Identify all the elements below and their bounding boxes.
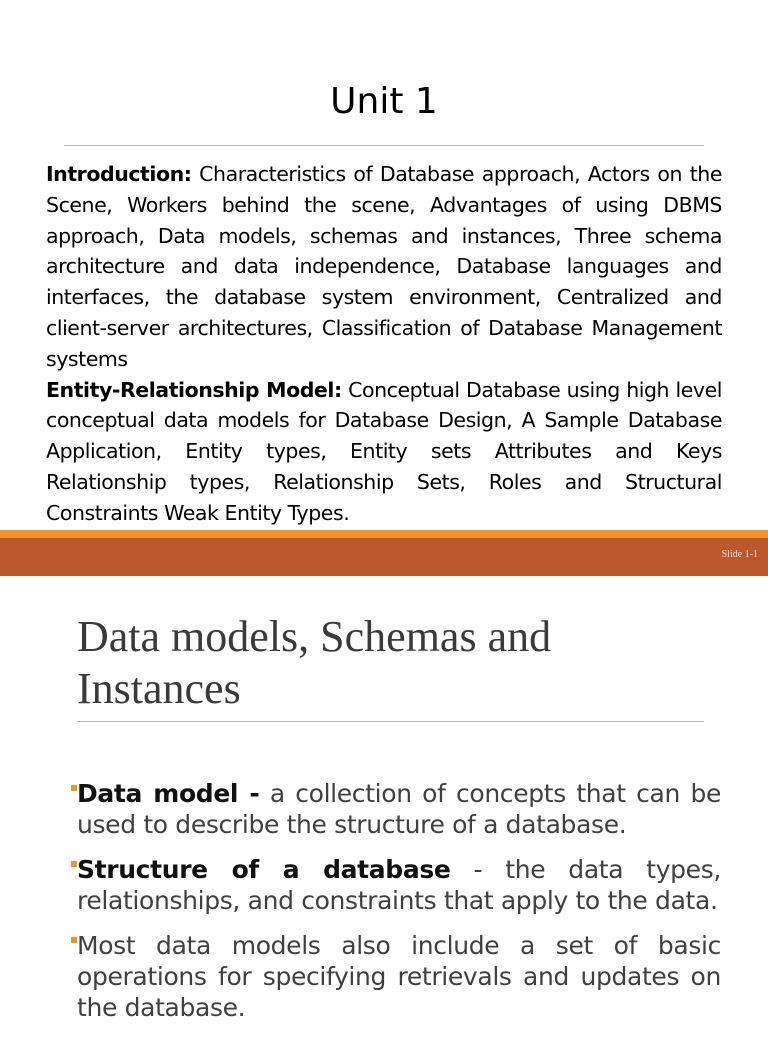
bullet-marker-icon xyxy=(71,937,77,943)
bullet-term: Data model - xyxy=(77,779,260,808)
bullet-list xyxy=(77,778,721,1037)
section-text: Characteristics of Database approach, Actors on the Scene, Workers behind the scene, Advantages of using DBMS approach, Data models, schemas and instances, Three schema architecture and data independence, Database languages and interfaces, the database system environment, Centralized and client-server architectures, Classification of Database Management systems xyxy=(46,162,722,371)
slide-footer xyxy=(0,538,768,576)
title-divider xyxy=(77,721,704,722)
bullet-marker-icon xyxy=(71,861,77,867)
footer-accent-bar xyxy=(0,530,768,538)
syllabus-text xyxy=(46,159,722,529)
bullet-term: Structure of a database xyxy=(77,855,451,884)
bullet-marker-icon xyxy=(71,785,77,791)
bullet-item xyxy=(77,930,721,1023)
slide-number: Slide 1-1 xyxy=(721,549,758,560)
slide-title: Data models, Schemas and Instances xyxy=(77,612,552,713)
title-divider xyxy=(64,145,704,146)
section-heading: Introduction: xyxy=(46,162,192,186)
slide-data-models xyxy=(0,576,768,1024)
bullet-text: - the data types, relationships, and constraints that apply to the data. xyxy=(77,855,721,915)
section-heading: Entity-Relationship Model: xyxy=(46,377,342,402)
slide-title: Unit 1 xyxy=(330,81,438,122)
bullet-text: Most data models also include a set of basic operations for specifying retrievals and updates on the database. xyxy=(77,931,721,1022)
syllabus-section xyxy=(46,375,722,529)
section-text: Conceptual Database using high level conceptual data models for Database Design, A Sample Database Application, Entity types, Entity sets Attributes and Keys Relationship types, Relationship Sets, Roles and Structural Constraints Weak Entity Types. xyxy=(46,377,722,525)
bullet-item xyxy=(77,778,721,840)
bullet-text: a collection of concepts that can be used to describe the structure of a database. xyxy=(77,779,721,839)
bullet-item xyxy=(77,854,721,916)
syllabus-section xyxy=(46,159,722,375)
